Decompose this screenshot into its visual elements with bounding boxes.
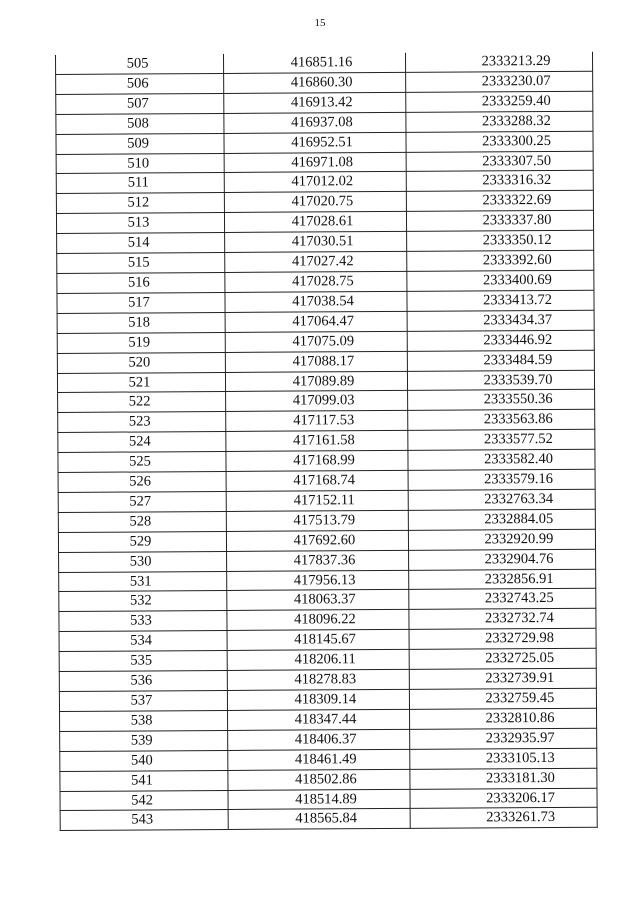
x-coordinate-cell: 416913.42 [224, 92, 406, 113]
table-row [58, 489, 595, 512]
y-coordinate-cell: 2332810.86 [410, 708, 597, 729]
x-coordinate-cell: 416860.30 [224, 72, 406, 93]
point-id-cell: 518 [57, 312, 225, 333]
y-coordinate-cell: 2333288.32 [406, 111, 593, 132]
table-row [58, 410, 595, 433]
point-id-cell: 527 [58, 491, 226, 512]
x-coordinate-cell: 417117.53 [226, 411, 408, 432]
table-row [60, 708, 597, 731]
table-row [59, 569, 596, 592]
x-coordinate-cell: 418206.11 [227, 650, 409, 671]
point-id-cell: 509 [56, 133, 224, 154]
y-coordinate-cell: 2332856.91 [409, 569, 596, 590]
point-id-cell: 526 [58, 471, 226, 492]
point-id-cell: 515 [57, 253, 225, 274]
point-id-cell: 543 [60, 810, 228, 831]
table-row [56, 131, 593, 154]
table-row [56, 91, 593, 114]
y-coordinate-cell: 2332739.91 [409, 668, 596, 689]
y-coordinate-cell: 2332729.98 [409, 628, 596, 649]
x-coordinate-cell: 418565.84 [228, 809, 410, 830]
coordinates-table-container [55, 52, 597, 832]
point-id-cell: 511 [56, 173, 224, 194]
x-coordinate-cell: 418461.49 [228, 749, 410, 770]
point-id-cell: 506 [56, 73, 224, 94]
table-row [56, 111, 593, 134]
table-row [56, 191, 593, 214]
point-id-cell: 524 [58, 432, 226, 453]
point-id-cell: 512 [56, 193, 224, 214]
table-row [57, 290, 594, 313]
table-row [56, 210, 593, 233]
y-coordinate-cell: 2333550.36 [408, 390, 595, 411]
x-coordinate-cell: 417168.74 [226, 470, 408, 491]
table-row [56, 71, 593, 94]
y-coordinate-cell: 2332732.74 [409, 609, 596, 630]
y-coordinate-cell: 2333322.69 [406, 191, 593, 212]
point-id-cell: 541 [60, 770, 228, 791]
table-row [59, 688, 596, 711]
table-row [59, 628, 596, 651]
point-id-cell: 523 [58, 412, 226, 433]
table-row [57, 330, 594, 353]
y-coordinate-cell: 2333484.59 [407, 350, 594, 371]
table-row [60, 808, 597, 831]
point-id-cell: 531 [59, 571, 227, 592]
table-row [60, 748, 597, 771]
x-coordinate-cell: 417028.61 [224, 212, 406, 233]
point-id-cell: 519 [57, 332, 225, 353]
table-row [59, 648, 596, 671]
x-coordinate-cell: 417089.89 [225, 371, 407, 392]
point-id-cell: 514 [57, 233, 225, 254]
point-id-cell: 516 [57, 272, 225, 293]
y-coordinate-cell: 2333337.80 [406, 210, 593, 231]
point-id-cell: 537 [59, 690, 227, 711]
y-coordinate-cell: 2333105.13 [410, 748, 597, 769]
point-id-cell: 513 [56, 213, 224, 234]
y-coordinate-cell: 2333316.32 [406, 171, 593, 192]
table-row [58, 429, 595, 452]
point-id-cell: 542 [60, 790, 228, 811]
point-id-cell: 522 [58, 392, 226, 413]
x-coordinate-cell: 417168.99 [226, 450, 408, 471]
x-coordinate-cell: 417956.13 [227, 570, 409, 591]
y-coordinate-cell: 2333350.12 [407, 230, 594, 251]
table-row [58, 469, 595, 492]
point-id-cell: 529 [58, 531, 226, 552]
x-coordinate-cell: 417837.36 [227, 550, 409, 571]
x-coordinate-cell: 417513.79 [226, 510, 408, 531]
table-row [57, 350, 594, 373]
y-coordinate-cell: 2333307.50 [406, 151, 593, 172]
point-id-cell: 510 [56, 153, 224, 174]
table-row [58, 449, 595, 472]
table-row [57, 230, 594, 253]
point-id-cell: 540 [60, 750, 228, 771]
y-coordinate-cell: 2333300.25 [406, 131, 593, 152]
x-coordinate-cell: 417027.42 [225, 251, 407, 272]
y-coordinate-cell: 2332935.97 [410, 728, 597, 749]
x-coordinate-cell: 417099.03 [226, 391, 408, 412]
table-row [56, 151, 593, 174]
table-row [57, 310, 594, 333]
point-id-cell: 508 [56, 113, 224, 134]
x-coordinate-cell: 417692.60 [226, 530, 408, 551]
y-coordinate-cell: 2333582.40 [408, 449, 595, 470]
table-row [60, 768, 597, 791]
point-id-cell: 521 [57, 372, 225, 393]
x-coordinate-cell: 417012.02 [224, 172, 406, 193]
table-row [59, 589, 596, 612]
x-coordinate-cell: 417028.75 [225, 271, 407, 292]
y-coordinate-cell: 2333563.86 [408, 410, 595, 431]
y-coordinate-cell: 2332763.34 [408, 489, 595, 510]
x-coordinate-cell: 416971.08 [224, 152, 406, 173]
page-number: 15 [314, 17, 326, 29]
y-coordinate-cell: 2332920.99 [408, 529, 595, 550]
y-coordinate-cell: 2333259.40 [406, 91, 593, 112]
point-id-cell: 528 [58, 511, 226, 532]
point-id-cell: 534 [59, 631, 227, 652]
y-coordinate-cell: 2333579.16 [408, 469, 595, 490]
point-id-cell: 533 [59, 611, 227, 632]
table-row [59, 549, 596, 572]
table-row [56, 171, 593, 194]
y-coordinate-cell: 2333392.60 [407, 250, 594, 271]
table-row [59, 609, 596, 632]
y-coordinate-cell: 2333446.92 [407, 330, 594, 351]
x-coordinate-cell: 417038.54 [225, 291, 407, 312]
point-id-cell: 507 [56, 93, 224, 114]
x-coordinate-cell: 417152.11 [226, 490, 408, 511]
x-coordinate-cell: 416937.08 [224, 112, 406, 133]
y-coordinate-cell: 2333539.70 [407, 370, 594, 391]
y-coordinate-cell: 2333413.72 [407, 290, 594, 311]
table-row [58, 390, 595, 413]
y-coordinate-cell: 2333206.17 [410, 788, 597, 809]
table-row [59, 668, 596, 691]
x-coordinate-cell: 418406.37 [228, 729, 410, 750]
table-row [57, 270, 594, 293]
x-coordinate-cell: 416851.16 [223, 53, 405, 74]
point-id-cell: 535 [59, 651, 227, 672]
y-coordinate-cell: 2333230.07 [406, 71, 593, 92]
point-id-cell: 539 [60, 730, 228, 751]
x-coordinate-cell: 417075.09 [225, 331, 407, 352]
x-coordinate-cell: 418096.22 [227, 610, 409, 631]
point-id-cell: 517 [57, 292, 225, 313]
x-coordinate-cell: 417088.17 [225, 351, 407, 372]
y-coordinate-cell: 2332904.76 [409, 549, 596, 570]
x-coordinate-cell: 418145.67 [227, 630, 409, 651]
point-id-cell: 538 [60, 710, 228, 731]
y-coordinate-cell: 2333213.29 [405, 52, 592, 73]
table-row [55, 52, 592, 75]
point-id-cell: 525 [58, 452, 226, 473]
y-coordinate-cell: 2333577.52 [408, 429, 595, 450]
x-coordinate-cell: 418063.37 [227, 590, 409, 611]
point-id-cell: 505 [55, 54, 223, 74]
table-row [60, 728, 597, 751]
x-coordinate-cell: 417064.47 [225, 311, 407, 332]
x-coordinate-cell: 418309.14 [227, 689, 409, 710]
point-id-cell: 530 [59, 551, 227, 572]
x-coordinate-cell: 417161.58 [226, 431, 408, 452]
table-row [58, 509, 595, 532]
coordinates-table-body [55, 52, 597, 831]
table-row [60, 788, 597, 811]
x-coordinate-cell: 418347.44 [228, 709, 410, 730]
x-coordinate-cell: 416952.51 [224, 132, 406, 153]
table-row [58, 529, 595, 552]
x-coordinate-cell: 417020.75 [224, 192, 406, 213]
x-coordinate-cell: 418514.89 [228, 789, 410, 810]
coordinates-table [55, 52, 598, 832]
point-id-cell: 532 [59, 591, 227, 612]
y-coordinate-cell: 2332884.05 [408, 509, 595, 530]
y-coordinate-cell: 2333181.30 [410, 768, 597, 789]
y-coordinate-cell: 2333434.37 [407, 310, 594, 331]
x-coordinate-cell: 418502.86 [228, 769, 410, 790]
y-coordinate-cell: 2332759.45 [409, 688, 596, 709]
x-coordinate-cell: 418278.83 [227, 669, 409, 690]
y-coordinate-cell: 2333400.69 [407, 270, 594, 291]
y-coordinate-cell: 2332725.05 [409, 648, 596, 669]
y-coordinate-cell: 2332743.25 [409, 589, 596, 610]
point-id-cell: 520 [57, 352, 225, 373]
y-coordinate-cell: 2333261.73 [410, 808, 597, 829]
x-coordinate-cell: 417030.51 [225, 232, 407, 253]
table-row [57, 370, 594, 393]
table-row [57, 250, 594, 273]
point-id-cell: 536 [59, 671, 227, 692]
